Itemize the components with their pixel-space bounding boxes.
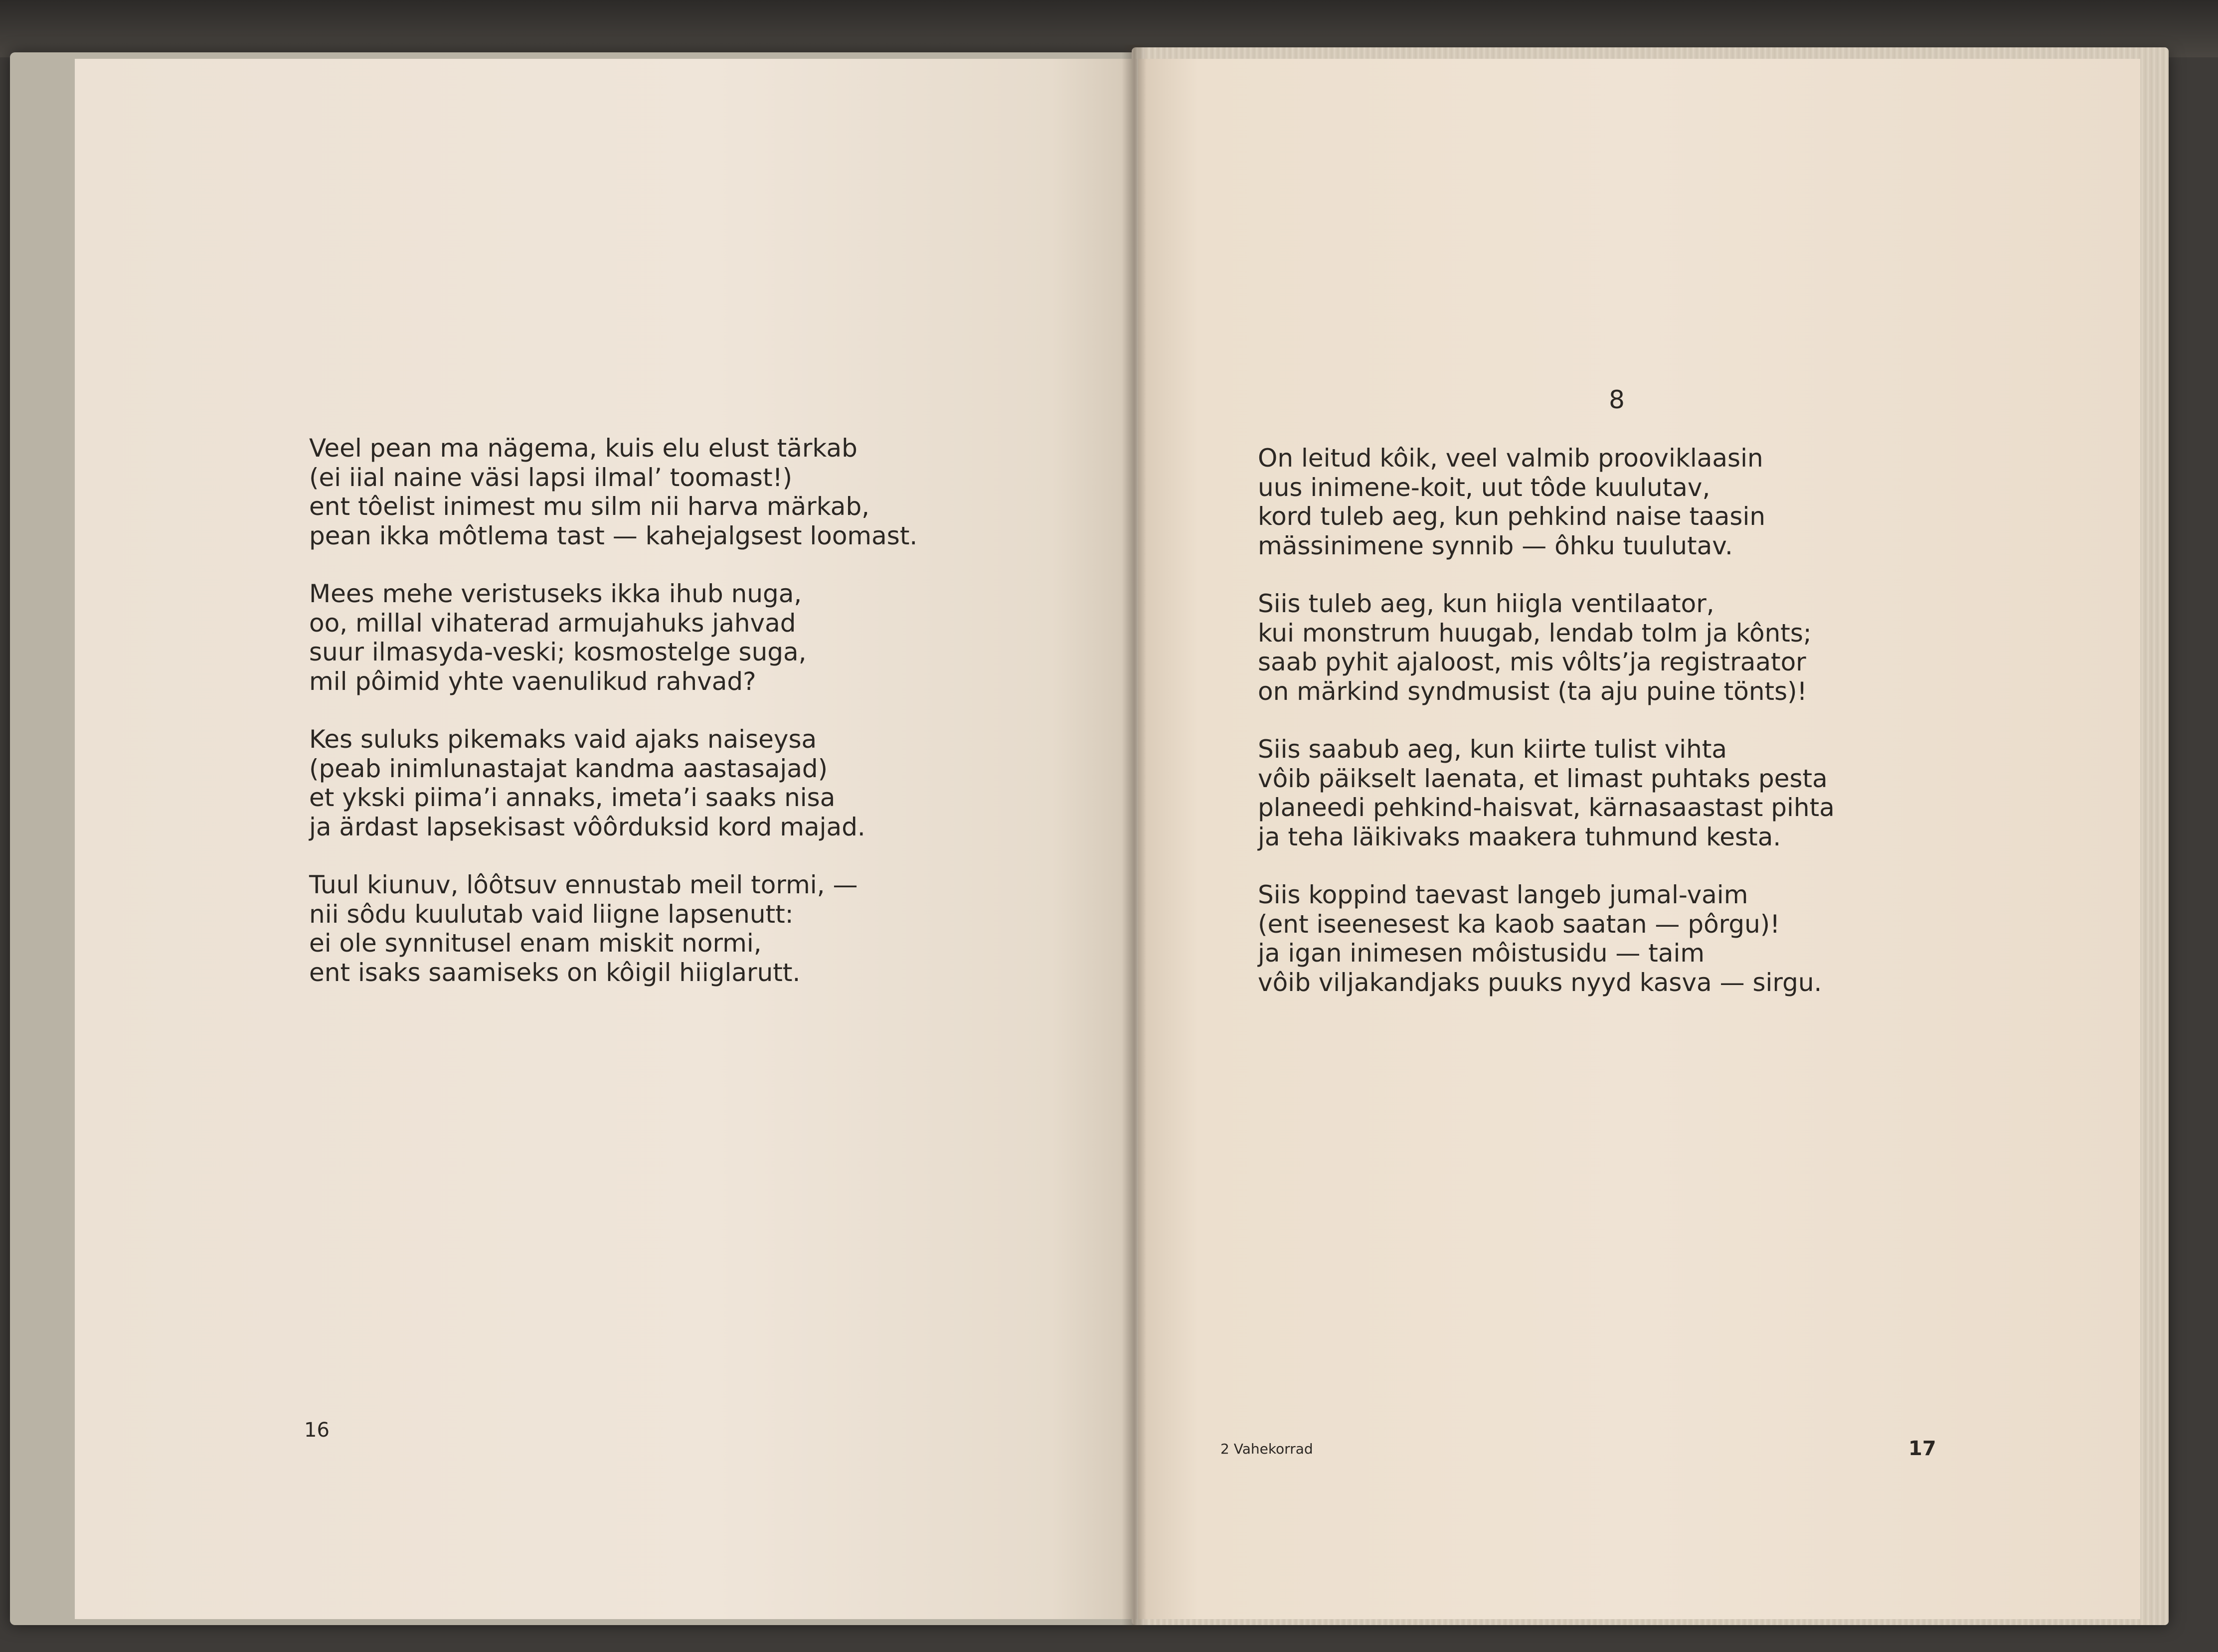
poem-line: Mees mehe veristuseks ikka ihub nuga, [309, 579, 802, 608]
poem-line: planeedi pehkind-haisvat, kärnasaastast pihta [1258, 793, 1835, 822]
poem-line: ja teha läikivaks maakera tuhmund kesta. [1258, 822, 1781, 851]
poem-line: vôib päikselt laenata, et limast puhtaks pesta [1258, 764, 1828, 793]
poem-line: Veel pean ma nägema, kuis elu elust tärkab [309, 434, 857, 463]
poem-line: vôib viljakandjaks puuks nyyd kasva — sirgu. [1258, 968, 1822, 997]
poem-line: mil pôimid yhte vaenulikud rahvad? [309, 666, 756, 696]
stanza [309, 579, 917, 696]
poem-line: Kes suluks pikemaks vaid ajaks naiseysa [309, 725, 817, 754]
poem-line: ent isaks saamiseks on kôigil hiiglarutt. [309, 958, 801, 987]
poem-line: ja ärdast lapsekisast vôôrduksid kord majad. [309, 812, 865, 841]
poem-line: uus inimene-koit, uut tôde kuulutav, [1258, 473, 1710, 502]
poem-line: (ent iseenesest ka kaob saatan — pôrgu)! [1258, 909, 1780, 939]
poem-line: ei ole synnitusel enam miskit normi, [309, 929, 762, 958]
page-number-left: 16 [304, 1419, 330, 1442]
poem-line: oo, millal vihaterad armujahuks jahvad [309, 608, 796, 638]
poem-line: ja igan inimesen môistusidu — taim [1258, 939, 1705, 968]
poem-line: Tuul kiunuv, lôôtsuv ennustab meil tormi, — [309, 870, 858, 899]
poem-line: mässinimene synnib — ôhku tuulutav. [1258, 531, 1733, 560]
signature-mark: 2 Vahekorrad [1220, 1441, 1313, 1457]
left-page [75, 59, 1137, 1619]
page-number-right: 17 [1908, 1437, 1936, 1460]
book-gutter [1122, 45, 1147, 1630]
section-number: 8 [1609, 385, 1625, 414]
poem-line: (peab inimlunastajat kandma aastasajad) [309, 754, 828, 783]
poem-line: pean ikka môtlema tast — kahejalgsest loomast. [309, 521, 918, 550]
stanza [1258, 735, 1835, 851]
poem-line: ent tôelist inimest mu silm nii harva märkab, [309, 492, 870, 521]
poem-line: et ykski piima’i annaks, imeta’i saaks nisa [309, 783, 836, 812]
right-page [1138, 59, 2140, 1619]
poem-line: saab pyhit ajaloost, mis vôlts’ja registraator [1258, 648, 1806, 676]
poem-line: On leitud kôik, veel valmib prooviklaasin [1258, 444, 1763, 473]
stanza [1258, 444, 1835, 560]
stanza [309, 870, 917, 987]
right-poem [1258, 444, 1835, 1026]
poem-line: kui monstrum huugab, lendab tolm ja kônts; [1258, 618, 1812, 648]
stanza [1258, 880, 1835, 997]
poem-line: on märkind syndmusist (ta aju puine tönts)! [1258, 676, 1807, 706]
stanza [309, 434, 917, 550]
stanza [309, 725, 917, 841]
left-poem [309, 434, 917, 1016]
poem-line: suur ilmasyda-veski; kosmostelge suga, [309, 638, 807, 666]
poem-line: Siis saabub aeg, kun kiirte tulist vihta [1258, 735, 1727, 764]
poem-line: Siis tuleb aeg, kun hiigla ventilaator, [1258, 589, 1714, 618]
poem-line: kord tuleb aeg, kun pehkind naise taasin [1258, 502, 1766, 531]
stanza [1258, 589, 1835, 706]
poem-line: Siis koppind taevast langeb jumal-vaim [1258, 880, 1748, 909]
poem-line: (ei iial naine väsi lapsi ilmal’ toomast!) [309, 463, 793, 492]
poem-line: nii sôdu kuulutab vaid liigne lapsenutt: [309, 899, 794, 929]
